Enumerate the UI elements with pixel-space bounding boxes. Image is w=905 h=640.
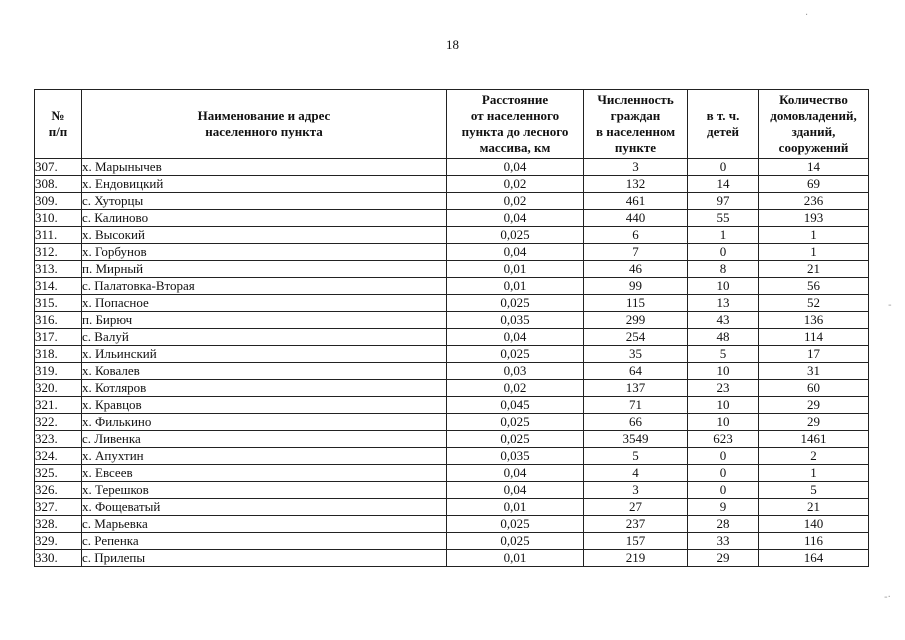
cell-children: 0 [688, 465, 759, 482]
cell-name: х. Филькино [82, 414, 447, 431]
cell-distance: 0,025 [447, 295, 584, 312]
cell-population: 7 [584, 244, 688, 261]
header-distance-line: массива, км [479, 140, 551, 155]
header-population-line: пункте [614, 140, 657, 155]
cell-children: 10 [688, 278, 759, 295]
table-row [35, 244, 869, 261]
cell-num: 315. [35, 295, 82, 312]
header-households-line: сооружений [778, 140, 849, 155]
cell-distance: 0,025 [447, 227, 584, 244]
cell-num: 313. [35, 261, 82, 278]
cell-num: 325. [35, 465, 82, 482]
cell-households: 1 [759, 244, 869, 261]
cell-distance: 0,025 [447, 414, 584, 431]
cell-children: 0 [688, 159, 759, 176]
cell-distance: 0,035 [447, 448, 584, 465]
cell-children: 9 [688, 499, 759, 516]
header-distance-line: Расстояние [481, 92, 549, 107]
cell-num: 321. [35, 397, 82, 414]
header-children [688, 90, 759, 159]
cell-children: 33 [688, 533, 759, 550]
cell-distance: 0,01 [447, 499, 584, 516]
table-row [35, 193, 869, 210]
cell-num: 314. [35, 278, 82, 295]
cell-population: 5 [584, 448, 688, 465]
cell-children: 55 [688, 210, 759, 227]
cell-distance: 0,04 [447, 244, 584, 261]
cell-population: 3 [584, 159, 688, 176]
cell-distance: 0,03 [447, 363, 584, 380]
header-name [82, 90, 447, 159]
cell-num: 326. [35, 482, 82, 499]
header-num-line: п/п [48, 124, 68, 139]
cell-children: 28 [688, 516, 759, 533]
cell-children: 13 [688, 295, 759, 312]
cell-households: 56 [759, 278, 869, 295]
cell-num: 324. [35, 448, 82, 465]
cell-num: 311. [35, 227, 82, 244]
cell-households: 31 [759, 363, 869, 380]
cell-distance: 0,02 [447, 193, 584, 210]
cell-population: 3 [584, 482, 688, 499]
cell-children: 5 [688, 346, 759, 363]
cell-distance: 0,035 [447, 312, 584, 329]
table-row [35, 278, 869, 295]
cell-population: 46 [584, 261, 688, 278]
cell-population: 4 [584, 465, 688, 482]
table-row [35, 380, 869, 397]
table-header-row [35, 90, 869, 159]
cell-children: 0 [688, 482, 759, 499]
cell-distance: 0,025 [447, 533, 584, 550]
cell-households: 1461 [759, 431, 869, 448]
cell-name: х. Горбунов [82, 244, 447, 261]
cell-name: с. Репенка [82, 533, 447, 550]
cell-households: 140 [759, 516, 869, 533]
cell-children: 43 [688, 312, 759, 329]
cell-households: 114 [759, 329, 869, 346]
cell-name: п. Бирюч [82, 312, 447, 329]
cell-distance: 0,01 [447, 550, 584, 567]
header-children-line: детей [707, 124, 739, 139]
header-num [35, 90, 82, 159]
cell-population: 99 [584, 278, 688, 295]
cell-households: 69 [759, 176, 869, 193]
cell-population: 237 [584, 516, 688, 533]
cell-households: 1 [759, 465, 869, 482]
cell-households: 136 [759, 312, 869, 329]
cell-num: 318. [35, 346, 82, 363]
cell-num: 330. [35, 550, 82, 567]
cell-children: 29 [688, 550, 759, 567]
cell-households: 60 [759, 380, 869, 397]
table-row [35, 227, 869, 244]
cell-households: 2 [759, 448, 869, 465]
cell-name: х. Кравцов [82, 397, 447, 414]
cell-num: 319. [35, 363, 82, 380]
cell-households: 14 [759, 159, 869, 176]
cell-distance: 0,045 [447, 397, 584, 414]
cell-num: 322. [35, 414, 82, 431]
cell-distance: 0,02 [447, 176, 584, 193]
cell-num: 312. [35, 244, 82, 261]
scan-mark: · [805, 10, 809, 21]
cell-name: с. Хуторцы [82, 193, 447, 210]
cell-households: 52 [759, 295, 869, 312]
header-distance-line: от населенного [470, 108, 560, 123]
cell-num: 320. [35, 380, 82, 397]
cell-num: 328. [35, 516, 82, 533]
header-distance-line: пункта до лесного [461, 124, 569, 139]
cell-households: 29 [759, 397, 869, 414]
cell-name: с. Прилепы [82, 550, 447, 567]
scan-mark: - [888, 300, 892, 311]
cell-name: х. Терешков [82, 482, 447, 499]
cell-name: с. Ливенка [82, 431, 447, 448]
cell-households: 29 [759, 414, 869, 431]
cell-distance: 0,025 [447, 431, 584, 448]
cell-households: 193 [759, 210, 869, 227]
cell-distance: 0,04 [447, 159, 584, 176]
table-row [35, 414, 869, 431]
cell-distance: 0,01 [447, 261, 584, 278]
cell-distance: 0,04 [447, 465, 584, 482]
cell-distance: 0,025 [447, 346, 584, 363]
cell-num: 307. [35, 159, 82, 176]
header-name-line: Наименование и адрес [197, 108, 331, 123]
header-households-line: Количество [779, 92, 848, 107]
cell-num: 329. [35, 533, 82, 550]
cell-population: 3549 [584, 431, 688, 448]
cell-children: 23 [688, 380, 759, 397]
scan-mark: -· [884, 592, 891, 603]
table-row [35, 448, 869, 465]
cell-num: 309. [35, 193, 82, 210]
cell-distance: 0,02 [447, 380, 584, 397]
cell-households: 116 [759, 533, 869, 550]
header-num-line: № [51, 108, 65, 123]
table-row [35, 329, 869, 346]
cell-name: с. Калиново [82, 210, 447, 227]
table-body [35, 159, 869, 567]
cell-num: 323. [35, 431, 82, 448]
cell-households: 21 [759, 499, 869, 516]
cell-population: 299 [584, 312, 688, 329]
cell-name: с. Палатовка-Вторая [82, 278, 447, 295]
header-children-line: в т. ч. [706, 108, 740, 123]
cell-children: 623 [688, 431, 759, 448]
cell-population: 440 [584, 210, 688, 227]
cell-population: 64 [584, 363, 688, 380]
cell-households: 5 [759, 482, 869, 499]
table-row [35, 159, 869, 176]
table-row [35, 465, 869, 482]
header-households-line: зданий, [791, 124, 836, 139]
header-population [584, 90, 688, 159]
cell-children: 8 [688, 261, 759, 278]
cell-name: х. Попасное [82, 295, 447, 312]
header-name-line: населенного пункта [205, 124, 323, 139]
table-row [35, 176, 869, 193]
cell-households: 164 [759, 550, 869, 567]
cell-children: 48 [688, 329, 759, 346]
cell-children: 10 [688, 414, 759, 431]
table-row [35, 431, 869, 448]
table-row [35, 482, 869, 499]
cell-population: 66 [584, 414, 688, 431]
cell-households: 1 [759, 227, 869, 244]
cell-children: 0 [688, 448, 759, 465]
cell-name: х. Евсеев [82, 465, 447, 482]
header-population-line: Численность [597, 92, 674, 107]
cell-children: 97 [688, 193, 759, 210]
cell-name: х. Марынычев [82, 159, 447, 176]
cell-population: 6 [584, 227, 688, 244]
cell-households: 21 [759, 261, 869, 278]
header-households [759, 90, 869, 159]
cell-population: 27 [584, 499, 688, 516]
table-row [35, 210, 869, 227]
settlements-table [34, 89, 869, 567]
cell-population: 461 [584, 193, 688, 210]
table-row [35, 550, 869, 567]
cell-name: п. Мирный [82, 261, 447, 278]
table-row [35, 533, 869, 550]
cell-name: х. Фощеватый [82, 499, 447, 516]
table-row [35, 346, 869, 363]
cell-name: х. Ендовицкий [82, 176, 447, 193]
cell-population: 137 [584, 380, 688, 397]
cell-children: 10 [688, 363, 759, 380]
header-distance [447, 90, 584, 159]
cell-population: 132 [584, 176, 688, 193]
cell-households: 236 [759, 193, 869, 210]
cell-population: 71 [584, 397, 688, 414]
table-row [35, 295, 869, 312]
cell-name: х. Апухтин [82, 448, 447, 465]
cell-num: 310. [35, 210, 82, 227]
header-households-line: домовладений, [770, 108, 857, 123]
table-row [35, 363, 869, 380]
header-population-line: граждан [610, 108, 661, 123]
cell-population: 35 [584, 346, 688, 363]
cell-distance: 0,04 [447, 210, 584, 227]
cell-distance: 0,04 [447, 329, 584, 346]
cell-population: 219 [584, 550, 688, 567]
table-row [35, 397, 869, 414]
table-row [35, 499, 869, 516]
cell-name: с. Валуй [82, 329, 447, 346]
table-row [35, 516, 869, 533]
cell-num: 317. [35, 329, 82, 346]
cell-name: х. Ильинский [82, 346, 447, 363]
cell-households: 17 [759, 346, 869, 363]
cell-distance: 0,01 [447, 278, 584, 295]
cell-children: 10 [688, 397, 759, 414]
cell-distance: 0,025 [447, 516, 584, 533]
cell-population: 157 [584, 533, 688, 550]
page-number: 18 [446, 37, 459, 52]
cell-children: 14 [688, 176, 759, 193]
cell-name: х. Ковалев [82, 363, 447, 380]
cell-num: 327. [35, 499, 82, 516]
table-row [35, 261, 869, 278]
cell-num: 308. [35, 176, 82, 193]
table-row [35, 312, 869, 329]
cell-population: 115 [584, 295, 688, 312]
cell-distance: 0,04 [447, 482, 584, 499]
cell-name: х. Котляров [82, 380, 447, 397]
header-population-line: в населенном [595, 124, 676, 139]
cell-name: х. Высокий [82, 227, 447, 244]
cell-name: с. Марьевка [82, 516, 447, 533]
cell-children: 0 [688, 244, 759, 261]
cell-population: 254 [584, 329, 688, 346]
cell-num: 316. [35, 312, 82, 329]
cell-children: 1 [688, 227, 759, 244]
